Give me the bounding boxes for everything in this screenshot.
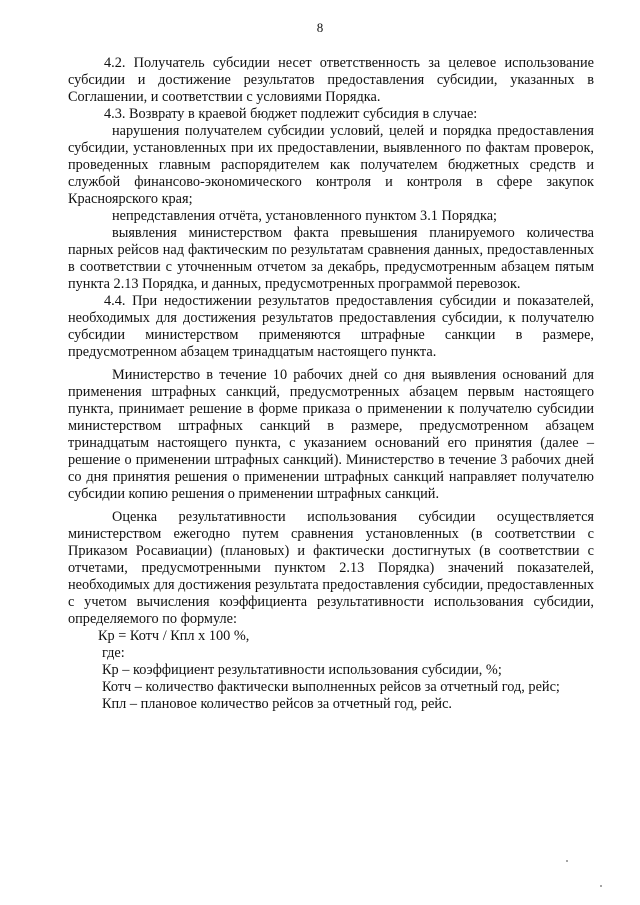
paragraph-4-3: 4.3. Возврату в краевой бюджет подлежит субсидия в случае: <box>104 106 478 122</box>
paragraph-4-2: 4.2. Получатель субсидии несет ответственность за целевое использование субсидии и достижение результатов предоставления субсидии, указанных в Соглашении, и соответствии с условиями Порядка. <box>68 55 594 105</box>
where-label: где: <box>102 645 125 661</box>
scan-speck <box>600 885 602 887</box>
scan-speck <box>566 860 568 862</box>
definition-kpl: Кпл – плановое количество рейсов за отчетный год, рейс. <box>102 696 453 712</box>
paragraph-evaluation: Оценка результативности использования субсидии осуществляется министерством ежегодно путем сравнения установленных (в соответствии с Приказом Росавиации) (плановых) и фактически достигнутых (в соответствии с отчетами, предусмотренными пунктом 2.13 Порядка) значений показателей, необходимых для достижения результата предоставления субсидии, предоставленных с учетом вычисления коэффициента результативности использования субсидии, определяемого по формуле: <box>68 509 594 627</box>
paragraph-flights-excess: выявления министерством факта превышения планируемого количества парных рейсов над фактическим по результатам сравнения данных, предоставленных в соответствии с уточненным отчетом за декабрь, предусмотренным абзацем пятым пункта 2.13 Порядка, и данных, предусмотренных программой перевозок. <box>68 225 594 292</box>
document-body <box>68 55 594 713</box>
paragraph-4-4: 4.4. При недостижении результатов предоставления субсидии и показателей, необходимых для достижения результатов предоставления субсидии, к получателю субсидии министерством применяются штрафные санкции в размере, предусмотренном абзацем тринадцатым настоящего пункта. <box>68 293 594 360</box>
page-number: 8 <box>316 20 324 35</box>
paragraph-no-report: непредставления отчёта, установленного пунктом 3.1 Порядка; <box>112 208 498 224</box>
definition-kr: Кр – коэффициент результативности использования субсидии, %; <box>102 662 502 678</box>
paragraph-ministry-decision: Министерство в течение 10 рабочих дней со дня выявления оснований для применения штрафных санкций, предусмотренных абзацем первым настоящего пункта, принимает решение в форме приказа о применении к получателю субсидии министерством штрафных санкций в размере, предусмотренном абзацем тринадцатым настоящего пункта, с указанием оснований его принятия (далее – решение о применении штрафных санкций). Министерство в течение 3 рабочих дней со дня принятия решения о применении штрафных санкций направляет получателю субсидии копию решения о применении штрафных санкций. <box>68 367 594 502</box>
paragraph-violation: нарушения получателем субсидии условий, целей и порядка предоставления субсидии, установленных при их предоставлении, выявленного по фактам проверок, проведенных главным распорядителем как получателем бюджетных средств и службой финансово-экономического контроля и контроля в сфере закупок Красноярского края; <box>68 123 594 207</box>
definition-kotch: Котч – количество фактически выполненных рейсов за отчетный год, рейс; <box>102 679 560 695</box>
formula: Кр = Котч / Кпл х 100 %, <box>98 628 250 644</box>
